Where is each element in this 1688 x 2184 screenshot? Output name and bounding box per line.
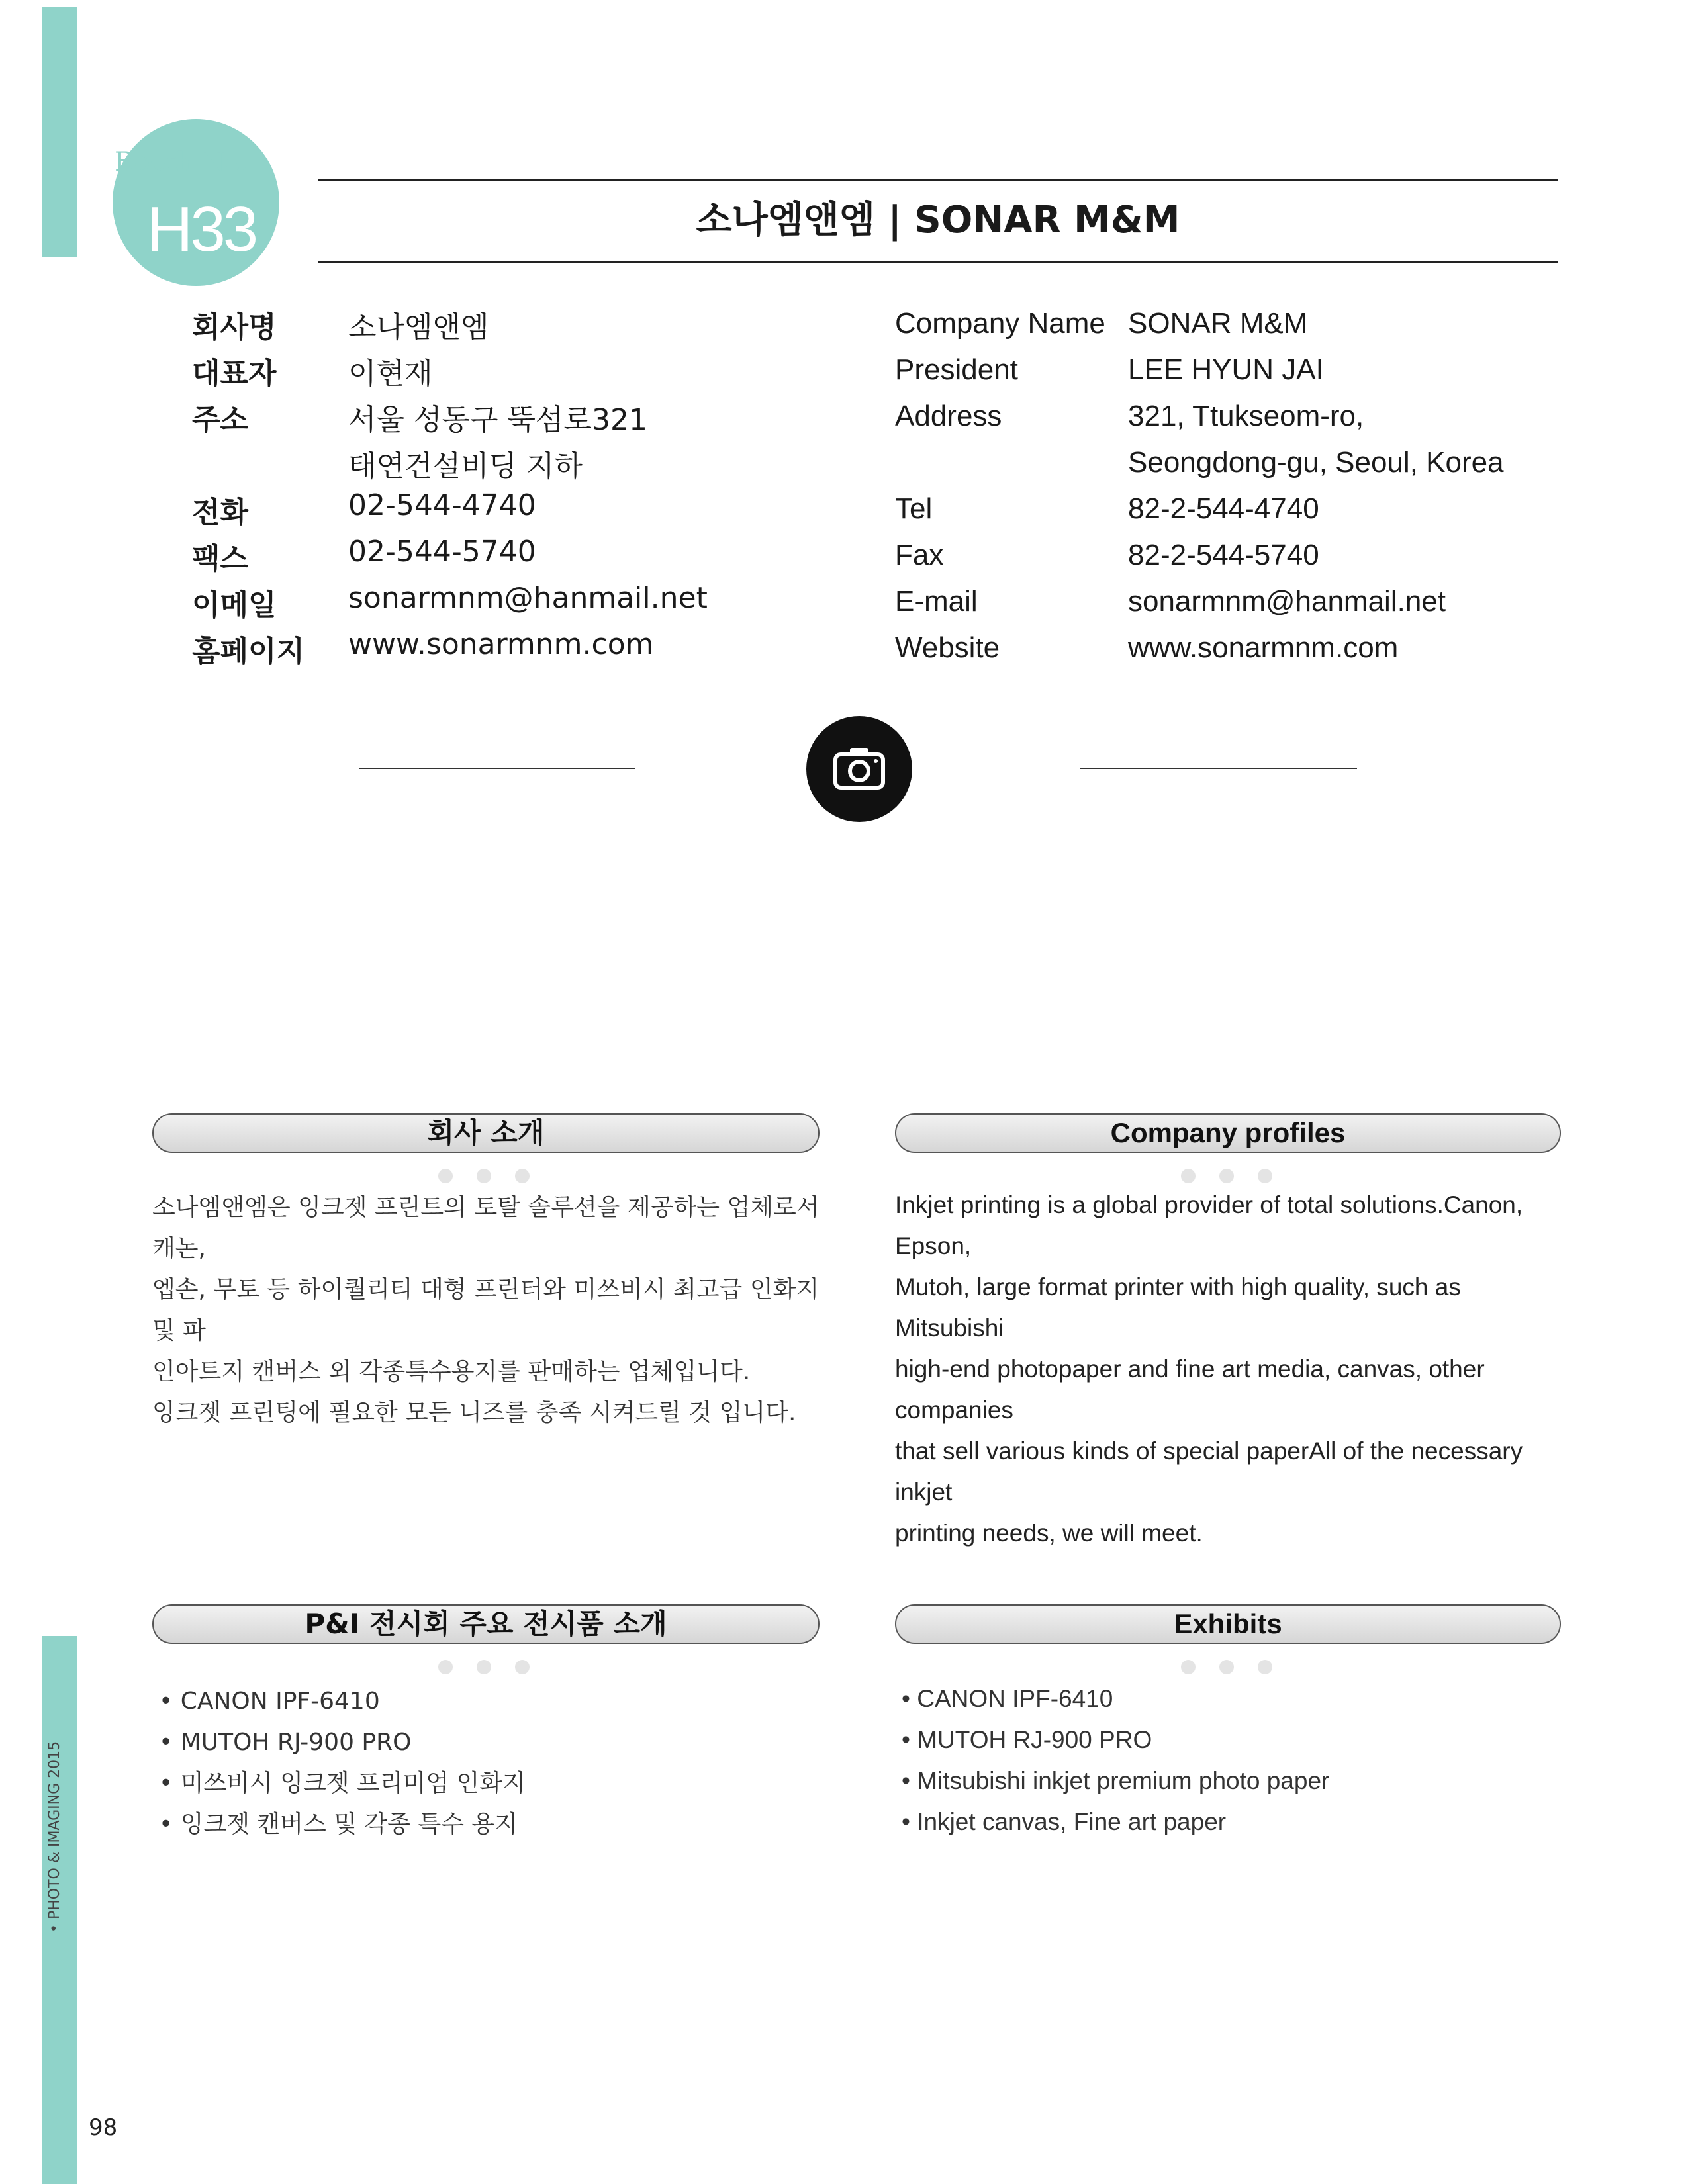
divider-right bbox=[1080, 768, 1357, 769]
info-ko-value: 02-544-4740 bbox=[348, 488, 536, 522]
exhibits-list-en bbox=[902, 1678, 1329, 1843]
profile-line: printing needs, we will meet. bbox=[895, 1520, 1203, 1547]
camera-icon bbox=[806, 716, 912, 822]
info-ko-row bbox=[192, 488, 248, 531]
title-rule-bottom bbox=[318, 261, 1558, 263]
dot bbox=[438, 1660, 453, 1674]
info-ko-value: 소나엠앤엠 bbox=[348, 310, 489, 344]
dot bbox=[1219, 1169, 1234, 1183]
profile-text-en bbox=[895, 1185, 1564, 1554]
info-en-label: Fax bbox=[895, 539, 944, 571]
profile-line: 소나엠앤엠은 잉크젯 프린트의 토탈 솔루션을 제공하는 업체로서 캐논, bbox=[152, 1194, 820, 1262]
profile-line: 인아트지 캔버스 외 각종특수용지를 판매하는 업체입니다. bbox=[152, 1358, 751, 1385]
info-en-value: 82-2-544-4740 bbox=[1128, 492, 1319, 525]
info-en-value: Seongdong-gu, Seoul, Korea bbox=[1128, 446, 1504, 478]
list-item: • CANON IPF-6410 bbox=[159, 1681, 526, 1722]
list-item: • MUTOH RJ-900 PRO bbox=[159, 1722, 526, 1763]
exhibits-list-ko bbox=[159, 1681, 526, 1845]
dot bbox=[515, 1660, 530, 1674]
profile-line: 잉크젯 프린팅에 필요한 모든 니즈를 충족 시켜드릴 것 입니다. bbox=[152, 1399, 796, 1426]
profile-line: that sell various kinds of special paperAll of the necessary inkjet bbox=[895, 1437, 1523, 1506]
dot bbox=[515, 1169, 530, 1183]
list-item: • 잉크젯 캔버스 및 각종 특수 용지 bbox=[159, 1804, 526, 1845]
info-en-value: 321, Ttukseom-ro, bbox=[1128, 400, 1364, 432]
info-en-value: SONAR M&M bbox=[1128, 307, 1308, 340]
dot bbox=[438, 1169, 453, 1183]
list-item: • MUTOH RJ-900 PRO bbox=[902, 1719, 1329, 1760]
info-ko-row bbox=[192, 349, 277, 392]
info-label: 팩스 bbox=[192, 542, 249, 576]
info-en-label: E-mail bbox=[895, 585, 978, 617]
dot bbox=[1181, 1169, 1196, 1183]
divider-left bbox=[359, 768, 635, 769]
info-ko-value: 태연건설비딩 지하 bbox=[348, 449, 583, 483]
info-ko-row bbox=[192, 581, 277, 623]
exhibits-heading-en: Exhibits bbox=[895, 1604, 1561, 1644]
profile-line: Inkjet printing is a global provider of total solutions.Canon, Epson, bbox=[895, 1191, 1523, 1259]
info-ko-row bbox=[192, 396, 248, 438]
info-en-value: 82-2-544-5740 bbox=[1128, 539, 1319, 571]
dot bbox=[477, 1169, 491, 1183]
info-en-label: Tel bbox=[895, 492, 933, 525]
info-en-label: Website bbox=[895, 631, 1000, 664]
booth-number: H33 bbox=[147, 194, 256, 265]
profile-heading-en: Company profiles bbox=[895, 1113, 1561, 1153]
list-item: • Inkjet canvas, Fine art paper bbox=[902, 1801, 1329, 1843]
info-ko-value: 02-544-5740 bbox=[348, 535, 536, 569]
profile-heading-ko: 회사 소개 bbox=[152, 1113, 820, 1153]
heading-dots bbox=[438, 1169, 504, 1183]
info-ko-value: 서울 성동구 뚝섬로321 bbox=[348, 403, 647, 437]
info-label: 홈페이지 bbox=[192, 635, 305, 668]
info-label: 회사명 bbox=[192, 310, 277, 344]
title-rule-top bbox=[318, 179, 1558, 181]
info-en-label: Address bbox=[895, 400, 1002, 432]
list-item: • 미쓰비시 잉크젯 프리미엄 인화지 bbox=[159, 1763, 526, 1804]
profile-line: high-end photopaper and fine art media, canvas, other companies bbox=[895, 1355, 1485, 1424]
list-item: • Mitsubishi inkjet premium photo paper bbox=[902, 1760, 1329, 1801]
dot bbox=[477, 1660, 491, 1674]
info-label: 이메일 bbox=[192, 588, 277, 622]
info-label: 주소 bbox=[192, 403, 249, 437]
exhibits-heading-ko: P&I 전시회 주요 전시품 소개 bbox=[152, 1604, 820, 1644]
info-ko-value: sonarmnm@hanmail.net bbox=[348, 581, 708, 615]
info-ko-row bbox=[192, 535, 248, 577]
info-en-label: Company Name bbox=[895, 307, 1105, 340]
page-title: 소나엠앤엠 | SONAR M&M bbox=[696, 199, 1180, 242]
info-ko-value: www.sonarmnm.com bbox=[348, 627, 654, 661]
publication-label: PHOTO & IMAGING 2015 bbox=[46, 1741, 63, 1920]
dot bbox=[1258, 1169, 1272, 1183]
info-ko-row bbox=[192, 627, 305, 670]
accent-bar-top bbox=[42, 7, 77, 257]
dot bbox=[1181, 1660, 1196, 1674]
info-en-label: President bbox=[895, 353, 1018, 386]
profile-line: 엡손, 무토 등 하이퀄리티 대형 프린터와 미쓰비시 최고급 인화지 및 파 bbox=[152, 1276, 820, 1344]
info-label: 대표자 bbox=[192, 357, 277, 390]
profile-text-ko bbox=[152, 1187, 821, 1433]
list-item: • CANON IPF-6410 bbox=[902, 1678, 1329, 1719]
page-number: 98 bbox=[89, 2115, 118, 2141]
dot bbox=[1219, 1660, 1234, 1674]
publication-name: • PHOTO & IMAGING 2015 bbox=[46, 1741, 63, 1933]
info-en-value: sonarmnm@hanmail.net bbox=[1128, 585, 1446, 617]
heading-dots bbox=[1181, 1169, 1247, 1183]
profile-line: Mutoh, large format printer with high quality, such as Mitsubishi bbox=[895, 1273, 1461, 1342]
info-en-value: LEE HYUN JAI bbox=[1128, 353, 1324, 386]
info-ko-row bbox=[192, 303, 277, 345]
camera-icon-graphic bbox=[806, 716, 912, 822]
info-en-value: www.sonarmnm.com bbox=[1128, 631, 1399, 664]
info-ko-value: 이현재 bbox=[348, 357, 433, 390]
heading-dots bbox=[1181, 1660, 1247, 1674]
booth-label: Booth No. bbox=[115, 147, 250, 177]
info-label: 전화 bbox=[192, 496, 249, 529]
heading-dots bbox=[438, 1660, 504, 1674]
dot bbox=[1258, 1660, 1272, 1674]
